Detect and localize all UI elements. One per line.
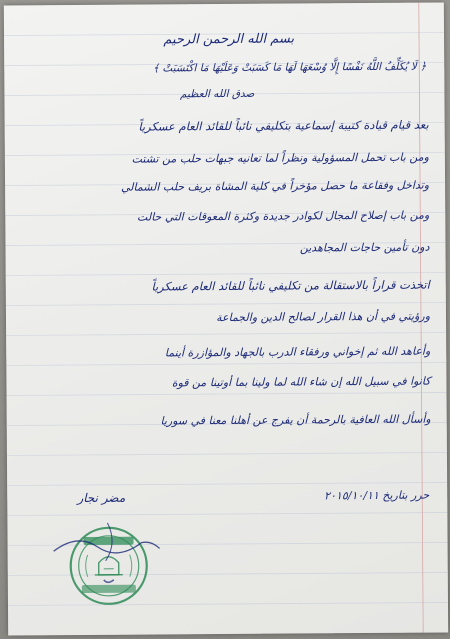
letter-line: بعد قيام قيادة كتيبة إسماعية بتكليفي نائباً للقائد العام عسكرياً	[138, 117, 429, 134]
letter-line: كانوا في سبيل الله إن شاء الله لما ولينا بما أوتينا من قوة	[171, 374, 431, 390]
letter-line: وأعاهد الله ثم إخواني ورفقاء الدرب بالجهاد والمؤازرة أينما	[164, 344, 431, 360]
letter-line: ومن باب إصلاح المجال لكوادر جديدة وكثرة المعوقات التي حالت	[136, 208, 430, 224]
verse-source: صدق الله العظيم	[179, 87, 255, 101]
letter-line: وتداخل وفقاعة ما حصل مؤخراً في كلية المشاة بريف حلب الشمالي	[120, 178, 430, 194]
letter-line: ومن باب تحمل المسؤولية ونظراً لما تعانيه جبهات حلب من تشتت	[131, 150, 429, 166]
date-line: حرر بتاريخ ٢٠١٥/١٠/١١	[324, 488, 430, 503]
letter-line: دون تأمين حاجات المجاهدين	[299, 240, 430, 255]
letter-sheet	[4, 2, 448, 635]
letter-line: اتخذت قراراً بالاستقالة من تكليفي نائباً للقائد العام عسكرياً	[151, 277, 430, 294]
letter-line: وأسأل الله العافية بالرحمة أن يفرج عن أهلنا معنا في سوريا	[160, 412, 431, 428]
basmala-heading: بسم الله الرحمن الرحيم	[163, 31, 295, 48]
quran-verse: ﴿ لَا يُكَلِّفُ اللَّهُ نَفْسًا إِلَّا وُسْعَهَا لَهَا مَا كَسَبَتْ وَعَلَيْهَا مَا اكْتَسَبَتْ ﴾	[152, 60, 427, 75]
signature-name: مضر نجار	[77, 490, 126, 506]
handwritten-signature-scribble	[47, 512, 167, 573]
letter-line: ورؤيتي في أن هذا القرار لصالح الدين والجماعة	[216, 309, 431, 325]
